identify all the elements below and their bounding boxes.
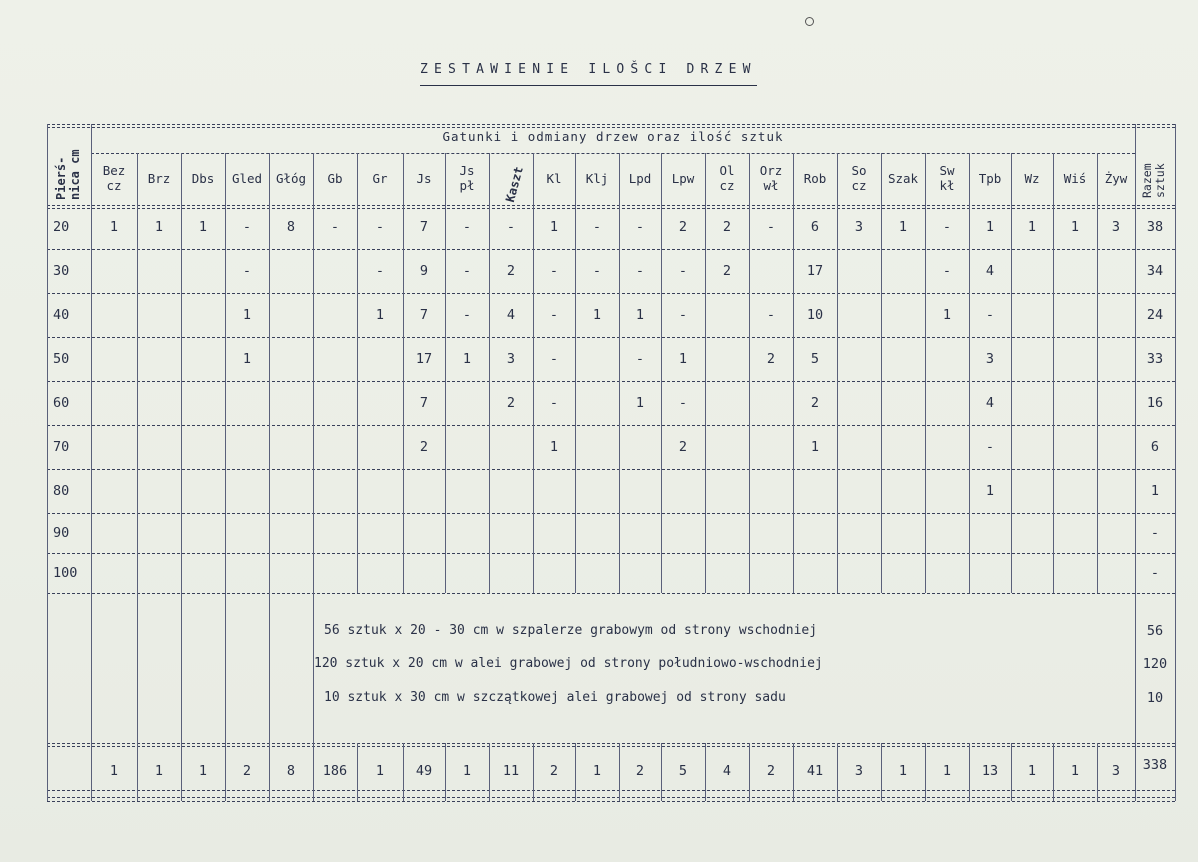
count-cell: 8 — [286, 219, 296, 235]
table-rule — [47, 425, 1175, 426]
species-header: Dbs — [191, 171, 215, 186]
row-total-cell: 34 — [1146, 263, 1164, 279]
column-total-cell: 3 — [854, 763, 864, 779]
count-cell: 2 — [419, 439, 429, 455]
column-total-cell: 2 — [242, 763, 252, 779]
count-cell: 1 — [592, 307, 602, 323]
column-total-cell: 3 — [1111, 763, 1121, 779]
species-header: cz — [851, 178, 867, 193]
count-cell: 2 — [722, 263, 732, 279]
count-cell: 9 — [419, 263, 429, 279]
count-cell: 1 — [462, 351, 472, 367]
column-total-cell: 1 — [198, 763, 208, 779]
species-header: Gled — [231, 171, 263, 186]
count-cell: 4 — [985, 395, 995, 411]
count-cell: - — [549, 263, 559, 279]
species-header: kł — [939, 178, 955, 193]
note-line: 120 sztuk x 20 cm w alei grabowej od strony południowo-wschodniej — [314, 656, 823, 671]
count-cell: 1 — [549, 219, 559, 235]
row-total-cell: 6 — [1150, 439, 1160, 455]
count-cell: 1 — [375, 307, 385, 323]
count-cell: 1 — [985, 483, 995, 499]
column-total-cell: 41 — [806, 763, 824, 779]
count-cell: 2 — [678, 219, 688, 235]
count-cell: - — [635, 351, 645, 367]
count-cell: - — [678, 307, 688, 323]
diameter-class-cell: 40 — [53, 307, 70, 323]
row-total-cell: 24 — [1146, 307, 1164, 323]
species-header: Js — [459, 163, 475, 178]
grand-total-cell: 338 — [1142, 757, 1168, 773]
species-header: Rob — [803, 171, 827, 186]
table-rule — [47, 513, 1175, 514]
count-cell: - — [375, 263, 385, 279]
diameter-class-cell: 70 — [53, 439, 70, 455]
count-cell: 2 — [766, 351, 776, 367]
note-total-cell: 56 — [1146, 623, 1164, 639]
column-total-cell: 1 — [898, 763, 908, 779]
table-rule — [47, 205, 1175, 206]
note-line: 56 sztuk x 20 - 30 cm w szpalerze grabowym od strony wschodniej — [324, 623, 818, 638]
count-cell: 7 — [419, 395, 429, 411]
count-cell: - — [942, 219, 952, 235]
count-cell: - — [549, 351, 559, 367]
count-cell: - — [242, 263, 252, 279]
count-cell: 7 — [419, 307, 429, 323]
species-group-header: Gatunki i odmiany drzew oraz ilość sztuk — [442, 129, 784, 144]
column-total-cell: 1 — [942, 763, 952, 779]
table-rule — [47, 746, 1175, 747]
count-cell: 17 — [806, 263, 824, 279]
count-cell: - — [462, 307, 472, 323]
species-header: Lpd — [628, 171, 652, 186]
count-cell: 1 — [635, 307, 645, 323]
species-header: Tpb — [978, 171, 1002, 186]
species-header: cz — [106, 178, 122, 193]
species-header: Głóg — [275, 171, 307, 186]
column-total-cell: 1 — [1070, 763, 1080, 779]
count-cell: - — [330, 219, 340, 235]
count-cell: - — [635, 219, 645, 235]
count-cell: - — [375, 219, 385, 235]
count-cell: 2 — [678, 439, 688, 455]
species-header: Brz — [147, 171, 171, 186]
table-rule — [47, 127, 1175, 128]
column-total-cell: 1 — [154, 763, 164, 779]
column-total-cell: 1 — [375, 763, 385, 779]
count-cell: - — [985, 439, 995, 455]
count-cell: 1 — [1027, 219, 1037, 235]
count-cell: - — [592, 263, 602, 279]
column-total-cell: 13 — [981, 763, 999, 779]
row-total-cell: 16 — [1146, 395, 1164, 411]
diameter-class-cell: 90 — [53, 525, 70, 541]
count-cell: - — [985, 307, 995, 323]
column-total-cell: 1 — [109, 763, 119, 779]
count-cell: 1 — [154, 219, 164, 235]
count-cell: - — [462, 219, 472, 235]
species-header: Żyw — [1104, 171, 1128, 186]
table-rule — [47, 249, 1175, 250]
count-cell: 3 — [985, 351, 995, 367]
count-cell: 3 — [506, 351, 516, 367]
count-cell: - — [678, 395, 688, 411]
species-header: Sw — [939, 163, 955, 178]
count-cell: 1 — [242, 307, 252, 323]
table-rule — [47, 553, 1175, 554]
count-cell: - — [766, 219, 776, 235]
column-total-cell: 1 — [592, 763, 602, 779]
total-column-header: Razem sztuk — [1140, 163, 1167, 198]
table-rule — [47, 797, 1175, 798]
species-header: Ol — [719, 163, 735, 178]
species-header: Klj — [585, 171, 609, 186]
diameter-class-cell: 50 — [53, 351, 70, 367]
table-rule — [47, 293, 1175, 294]
column-total-cell: 1 — [462, 763, 472, 779]
count-cell: - — [592, 219, 602, 235]
count-cell: - — [462, 263, 472, 279]
column-total-cell: 8 — [286, 763, 296, 779]
table-rule — [47, 337, 1175, 338]
count-cell: 1 — [1070, 219, 1080, 235]
table-rule — [47, 469, 1175, 470]
diameter-class-cell: 20 — [53, 219, 70, 235]
count-cell: - — [635, 263, 645, 279]
column-total-cell: 2 — [549, 763, 559, 779]
diameter-class-cell: 60 — [53, 395, 70, 411]
count-cell: 4 — [506, 307, 516, 323]
row-total-cell: 33 — [1146, 351, 1164, 367]
column-total-cell: 1 — [1027, 763, 1037, 779]
row-total-cell: 38 — [1146, 219, 1164, 235]
count-cell: 2 — [722, 219, 732, 235]
count-cell: 1 — [678, 351, 688, 367]
species-header: Wz — [1024, 171, 1040, 186]
row-total-cell: - — [1150, 525, 1160, 541]
species-header: Lpw — [671, 171, 695, 186]
diameter-class-cell: 30 — [53, 263, 70, 279]
column-total-cell: 5 — [678, 763, 688, 779]
species-header: cz — [719, 178, 735, 193]
species-header: Gr — [372, 171, 388, 186]
count-cell: - — [242, 219, 252, 235]
count-cell: 2 — [506, 263, 516, 279]
count-cell: 2 — [506, 395, 516, 411]
column-divider — [269, 153, 270, 801]
count-cell: 3 — [854, 219, 864, 235]
table-rule — [47, 801, 1175, 802]
species-header: Kl — [546, 171, 562, 186]
column-divider — [1175, 124, 1176, 801]
count-cell: 4 — [985, 263, 995, 279]
species-header: Js — [416, 171, 432, 186]
species-header: Orz — [759, 163, 783, 178]
page-title: ZESTAWIENIE ILOŠCI DRZEW — [420, 62, 757, 86]
count-cell: 17 — [415, 351, 433, 367]
count-cell: 5 — [810, 351, 820, 367]
count-cell: - — [549, 395, 559, 411]
species-header: Wiś — [1063, 171, 1087, 186]
column-total-cell: 4 — [722, 763, 732, 779]
count-cell: 10 — [806, 307, 824, 323]
count-cell: 1 — [942, 307, 952, 323]
table-rule — [47, 743, 1175, 744]
column-total-cell: 2 — [766, 763, 776, 779]
row-total-cell: - — [1150, 565, 1160, 581]
column-total-cell: 11 — [502, 763, 520, 779]
count-cell: 1 — [109, 219, 119, 235]
count-cell: - — [766, 307, 776, 323]
count-cell: 1 — [549, 439, 559, 455]
column-total-cell: 2 — [635, 763, 645, 779]
table-rule — [47, 208, 1175, 209]
count-cell: 1 — [635, 395, 645, 411]
table-rule — [47, 593, 1175, 594]
diameter-class-cell: 80 — [53, 483, 70, 499]
count-cell: 6 — [810, 219, 820, 235]
table-rule — [47, 790, 1175, 791]
diameter-column-header: Pierś- nica cm — [54, 149, 82, 200]
species-header: Gb — [327, 171, 343, 186]
punch-hole-mark — [805, 17, 814, 26]
species-header: wł — [763, 178, 779, 193]
count-cell: - — [678, 263, 688, 279]
note-line: 10 sztuk x 30 cm w szczątkowej alei grabowej od strony sadu — [324, 690, 786, 705]
species-header: Kaszt — [503, 165, 526, 204]
note-total-cell: 120 — [1142, 656, 1168, 672]
count-cell: 3 — [1111, 219, 1121, 235]
table-rule — [47, 381, 1175, 382]
count-cell: 1 — [198, 219, 208, 235]
species-header: So — [851, 163, 867, 178]
diameter-class-cell: 100 — [53, 565, 78, 581]
column-total-cell: 49 — [415, 763, 433, 779]
table-rule — [91, 153, 1135, 154]
column-divider — [225, 153, 226, 801]
count-cell: 1 — [898, 219, 908, 235]
table-rule — [47, 124, 1175, 125]
count-cell: - — [942, 263, 952, 279]
count-cell: 1 — [985, 219, 995, 235]
count-cell: 7 — [419, 219, 429, 235]
species-header: Szak — [887, 171, 919, 186]
species-header: pł — [459, 178, 475, 193]
species-header: Bez — [102, 163, 126, 178]
count-cell: 1 — [810, 439, 820, 455]
column-divider — [313, 153, 314, 801]
row-total-cell: 1 — [1150, 483, 1160, 499]
note-total-cell: 10 — [1146, 690, 1164, 706]
count-cell: - — [506, 219, 516, 235]
count-cell: 2 — [810, 395, 820, 411]
column-divider — [137, 153, 138, 801]
count-cell: - — [549, 307, 559, 323]
count-cell: 1 — [242, 351, 252, 367]
column-divider — [181, 153, 182, 801]
column-total-cell: 186 — [322, 763, 348, 779]
